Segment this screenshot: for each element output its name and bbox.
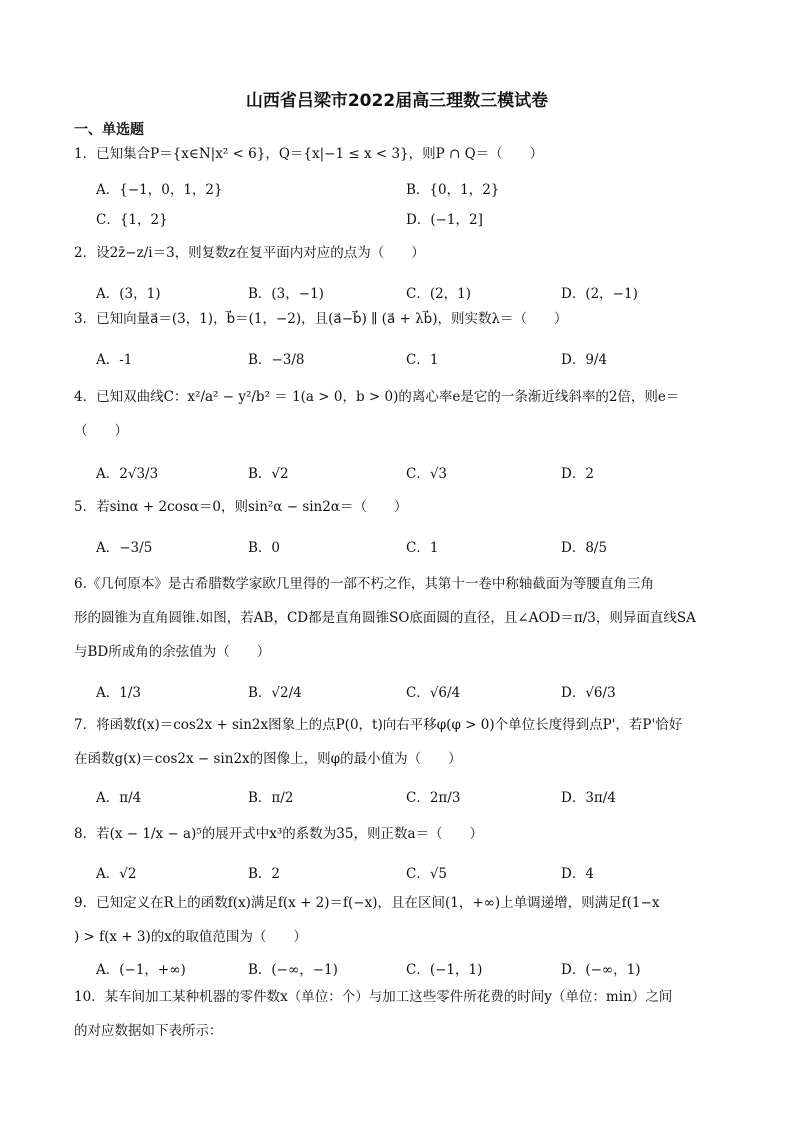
option-c[interactable]: C．√5 [406,866,448,882]
option-d[interactable]: D．4 [561,866,594,882]
question-stem: 8．若(x − 1/x − a)⁵的展开式中x³的系数为35，则正数a＝（ ） [74,826,483,842]
option-d[interactable]: D．9/4 [561,352,608,368]
option-c[interactable]: C．1 [406,540,439,556]
option-a[interactable]: A．(3，1) [96,286,161,302]
option-d[interactable]: D．8/5 [561,540,608,556]
question-6 [74,567,724,669]
question-stem-line2: ) > f(x + 3)的x的取值范围为（ ） [74,929,307,945]
question-stem: 4．已知双曲线C：x²/a² − y²/b² ＝ 1(a > 0，b > 0)的离心率e是它的一条渐近线斜率的2倍，则e＝ [74,389,680,405]
option-a[interactable]: A．-1 [96,352,133,368]
option-d[interactable]: D．(−1，2] [406,212,483,228]
option-d[interactable]: D．2 [561,466,594,482]
option-b[interactable]: B．π/2 [248,790,294,806]
option-b[interactable]: B．(−∞，−1) [248,962,338,978]
option-c[interactable]: C．(2，1) [406,286,472,302]
option-b[interactable]: B．{0，1，2} [406,182,500,198]
question-stem: 7．将函数f(x)＝cos2x + sin2x图象上的点P(0，t)向右平移φ(φ > 0)个单位长度得到点P'，若P'恰好 [74,717,683,733]
option-b[interactable]: B．0 [248,540,281,556]
question-stem: 9．已知定义在R上的函数f(x)满足f(x + 2)＝f(−x)，且在区间(1，+∞)上单调递增，则满足f(1−x [74,895,660,911]
option-b[interactable]: B．2 [248,866,281,882]
option-a[interactable]: A．−3/5 [96,540,153,556]
question-stem: 6.《几何原本》是古希腊数学家欧几里得的一部不朽之作，其第十一卷中称轴截面为等腰直角三角 [74,576,654,592]
option-d[interactable]: D．(2，−1) [561,286,638,302]
option-a[interactable]: A．1/3 [96,685,141,701]
option-c[interactable]: C．√6/4 [406,685,461,701]
option-c[interactable]: C．(−1，1) [406,962,483,978]
question-stem-line3: 与BD所成角的余弦值为（ ） [74,644,271,660]
question-10 [74,980,724,1048]
question-5 [74,490,724,524]
question-3 [74,302,724,336]
option-c[interactable]: C．1 [406,352,439,368]
option-c[interactable]: C．{1，2} [96,212,168,228]
question-stem-line2: 形的圆锥为直角圆锥.如图，若AB，CD都是直角圆锥SO底面圆的直径，且∠AOD＝π/3，则异面直线SA [74,610,696,626]
question-7 [74,708,724,776]
option-b[interactable]: B．√2/4 [248,685,302,701]
option-b[interactable]: B．−3/8 [248,352,305,368]
option-c[interactable]: C．2π/3 [406,790,461,806]
section-heading: 一、单选题 [74,122,144,138]
question-1 [74,137,724,171]
question-8 [74,817,724,851]
option-d[interactable]: D．√6/3 [561,685,616,701]
question-stem-line2: 的对应数据如下表所示： [74,1023,223,1039]
question-stem: 2．设2z̄−z/i＝3，则复数z在复平面内对应的点为（ ） [74,245,425,261]
question-stem-line2: （ ） [74,423,128,439]
question-stem: 3．已知向量a⃗＝(3，1)，b⃗＝(1，−2)，且(a⃗−b⃗) ∥ (a⃗ + λb⃗)，则实数λ＝（ ） [74,311,568,327]
option-a[interactable]: A．√2 [96,866,137,882]
option-a[interactable]: A．2√3/3 [96,466,159,482]
option-c[interactable]: C．√3 [406,466,448,482]
paper-title: 山西省吕梁市2022届高三理数三模试卷 [245,91,549,111]
question-stem-line2: 在函数g(x)＝cos2x − sin2x的图像上，则φ的最小值为（ ） [74,751,462,767]
option-a[interactable]: A．π/4 [96,790,142,806]
option-a[interactable]: A．{−1，0，1，2} [96,182,223,198]
option-b[interactable]: B．√2 [248,466,289,482]
question-9 [74,886,724,954]
question-stem: 10．某车间加工某种机器的零件数x（单位：个）与加工这些零件所花费的时间y（单位：min）之间 [74,989,673,1005]
option-d[interactable]: D．(−∞，1) [561,962,641,978]
option-b[interactable]: B．(3，−1) [248,286,324,302]
question-4 [74,380,724,448]
question-2 [74,236,724,270]
option-d[interactable]: D．3π/4 [561,790,616,806]
question-stem: 5．若sinα + 2cosα＝0，则sin²α − sin2α＝（ ） [74,499,408,515]
question-stem: 1．已知集合P＝{x∈N|x² < 6}，Q＝{x|−1 ≤ x < 3}，则P ∩ Q＝（ ） [74,146,544,162]
option-a[interactable]: A．(−1，+∞) [96,962,186,978]
